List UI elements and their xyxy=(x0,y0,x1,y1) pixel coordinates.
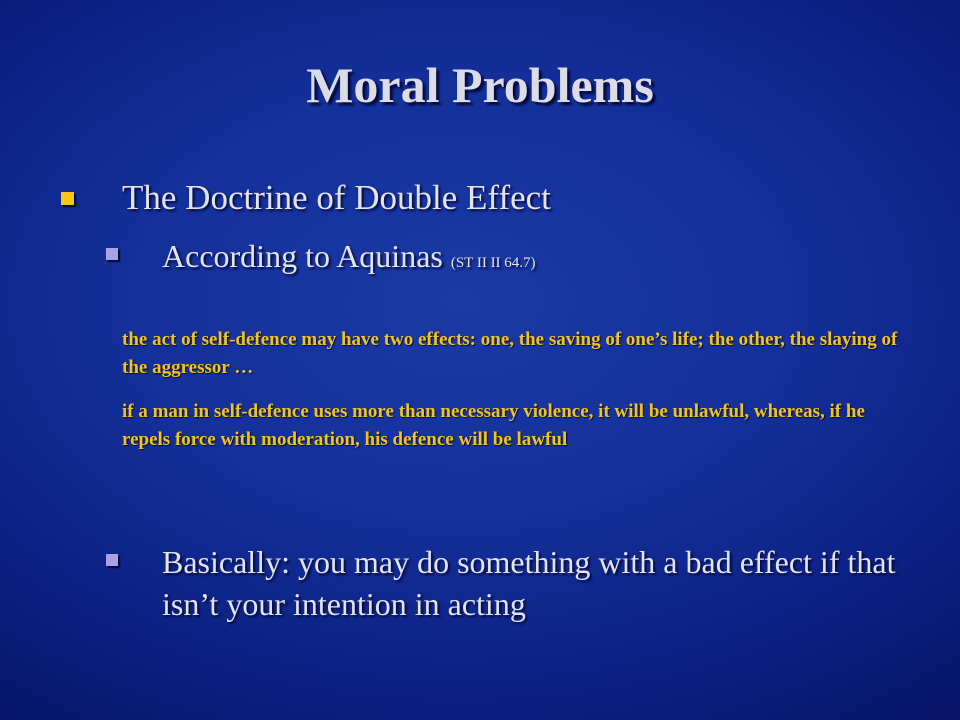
citation: (ST II II 64.7) xyxy=(450,255,536,271)
quote-paragraph-1: the act of self-defence may have two effects: one, the saving of one’s life; the other, the slaying of the aggressor … xyxy=(122,329,898,378)
slide-title: Moral Problems xyxy=(306,57,654,113)
square-bullet-icon xyxy=(61,192,74,205)
sub-bullet-label: According to Aquinas xyxy=(162,238,443,274)
bullet-text: The Doctrine of Double Effect xyxy=(122,178,551,217)
quote-paragraph-2: if a man in self-defence uses more than necessary violence, it will be unlawful, whereas, if he repels force with moderation, his defence will be lawful xyxy=(122,401,865,450)
sub-bullet-text: Basically: you may do something with a bad effect if that isn’t your intention in acting xyxy=(162,544,896,623)
square-bullet-icon xyxy=(106,554,118,566)
square-bullet-icon xyxy=(106,248,118,260)
sub-bullet-text xyxy=(162,235,902,277)
